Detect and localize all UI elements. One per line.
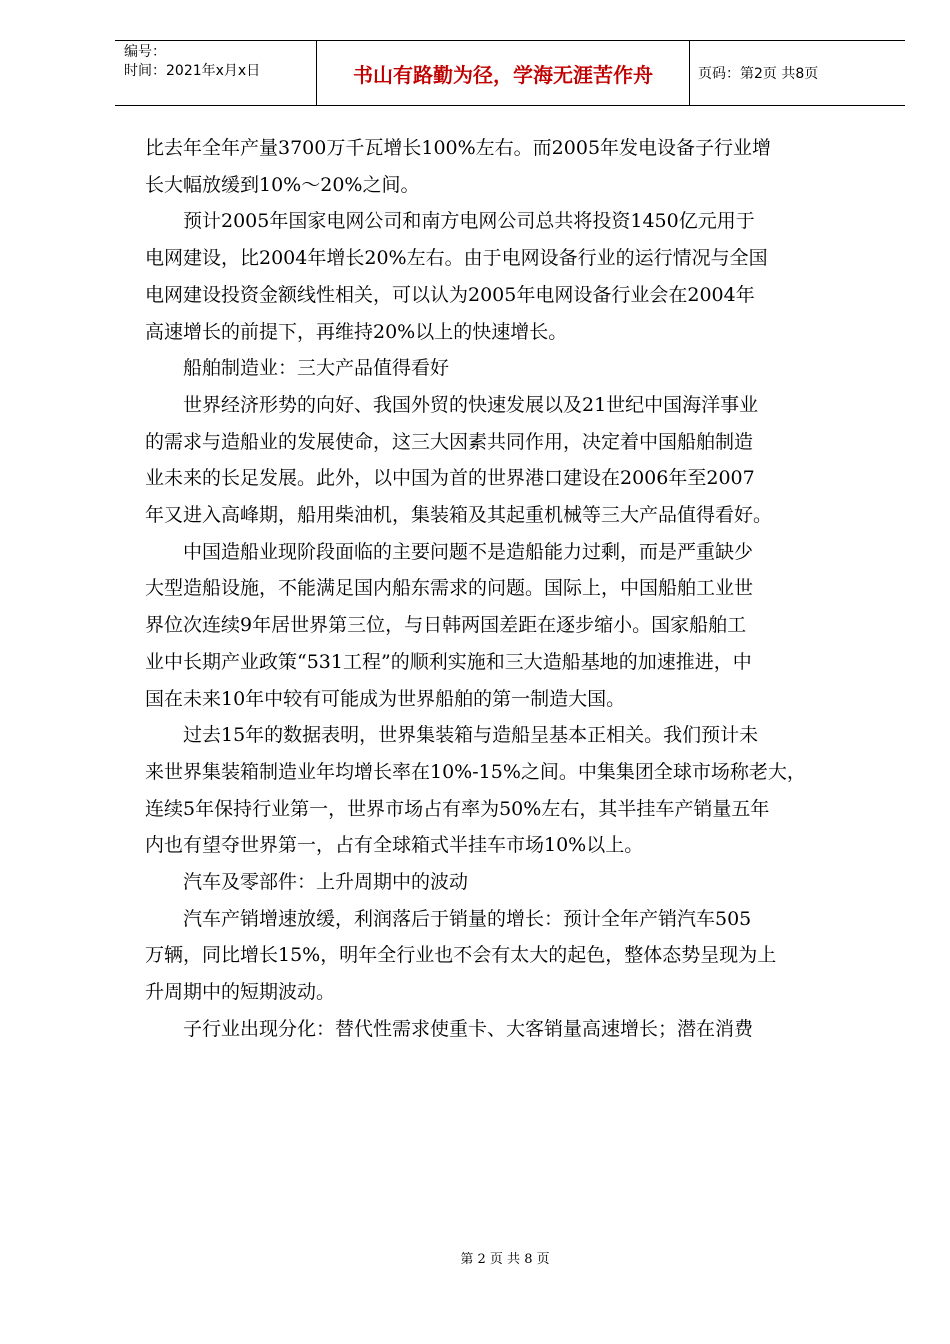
paragraph-p9 [145,1011,885,1048]
document-body [145,130,885,1048]
paragraph-p5 [145,534,885,718]
text-line: 业中长期产业政策“531工程”的顺利实施和三大造船基地的加速推进，中 [145,650,752,673]
page-footer: 第 2 页 共 8 页 [460,1252,550,1267]
text-line: 连续5年保持行业第一，世界市场占有率为50%左右，其半挂车产销量五年 [145,797,770,820]
text-line: 长大幅放缓到10%～20%之间。 [145,173,420,196]
text-line: 中国造船业现阶段面临的主要问题不是造船能力过剩，而是严重缺少 [183,540,754,563]
text-line: 高速增长的前提下，再维持20%以上的快速增长。 [145,320,568,343]
text-line: 的需求与造船业的发展使命，这三大因素共同作用，决定着中国船舶制造 [145,430,754,453]
header-motto: 书山有路勤为径，学海无涯苦作舟 [317,41,690,105]
text-line: 世界经济形势的向好、我国外贸的快速发展以及21世纪中国海洋事业 [183,393,759,416]
text-line: 业未来的长足发展。此外，以中国为首的世界港口建设在2006年至2007 [145,467,755,490]
header-page-number: 页码：第2页 共8页 [698,66,819,82]
text-line: 预计2005年国家电网公司和南方电网公司总共将投资1450亿元用于 [183,210,755,233]
text-line: 船舶制造业：三大产品值得看好 [183,357,450,380]
paragraph-p4 [145,387,885,534]
paragraph-p6 [145,717,885,864]
paragraph-p8 [145,901,885,1011]
text-line: 国在未来10年中较有可能成为世界船舶的第一制造大国。 [145,687,626,710]
text-line: 升周期中的短期波动。 [145,981,336,1004]
paragraph-p1 [145,130,885,203]
text-line: 万辆，同比增长15%，明年全行业也不会有太大的起色，整体态势呈现为上 [145,944,777,967]
serial-label: 编号： [124,44,166,60]
text-line: 比去年全年产量3700万千瓦增长100%左右。而2005年发电设备子行业增 [145,137,772,159]
paragraph-p3 [145,350,885,387]
text-line: 内也有望夺世界第一，占有全球箱式半挂车市场10%以上。 [145,834,644,857]
text-line: 大型造船设施，不能满足国内船东需求的问题。国际上，中国船舶工业世 [145,577,754,600]
text-line: 电网建设，比2004年增长20%左右。由于电网设备行业的运行情况与全国 [145,247,768,270]
page-header [115,40,905,106]
text-line: 汽车产销增速放缓，利润落后于销量的增长：预计全年产销汽车505 [183,907,752,930]
text-line: 年又进入高峰期，船用柴油机，集装箱及其起重机械等三大产品值得看好。 [145,504,773,527]
text-line: 汽车及零部件：上升周期中的波动 [183,871,469,894]
text-line: 电网建设投资金额线性相关，可以认为2005年电网设备行业会在2004年 [145,283,755,306]
text-line: 子行业出现分化：替代性需求使重卡、大客销量高速增长；潜在消费 [183,1017,754,1040]
paragraph-p7 [145,864,885,901]
text-line: 来世界集装箱制造业年均增长率在10%-15%之间。中集集团全球市场称老大， [145,760,806,783]
text-line: 界位次连续9年居世界第三位，与日韩两国差距在逐步缩小。国家船舶工 [145,614,747,637]
paragraph-p2 [145,203,885,350]
time-label: 时间：2021年x月x日 [124,63,261,79]
text-line: 过去15年的数据表明，世界集装箱与造船呈基本正相关。我们预计未 [183,724,759,747]
header-meta [115,41,317,105]
